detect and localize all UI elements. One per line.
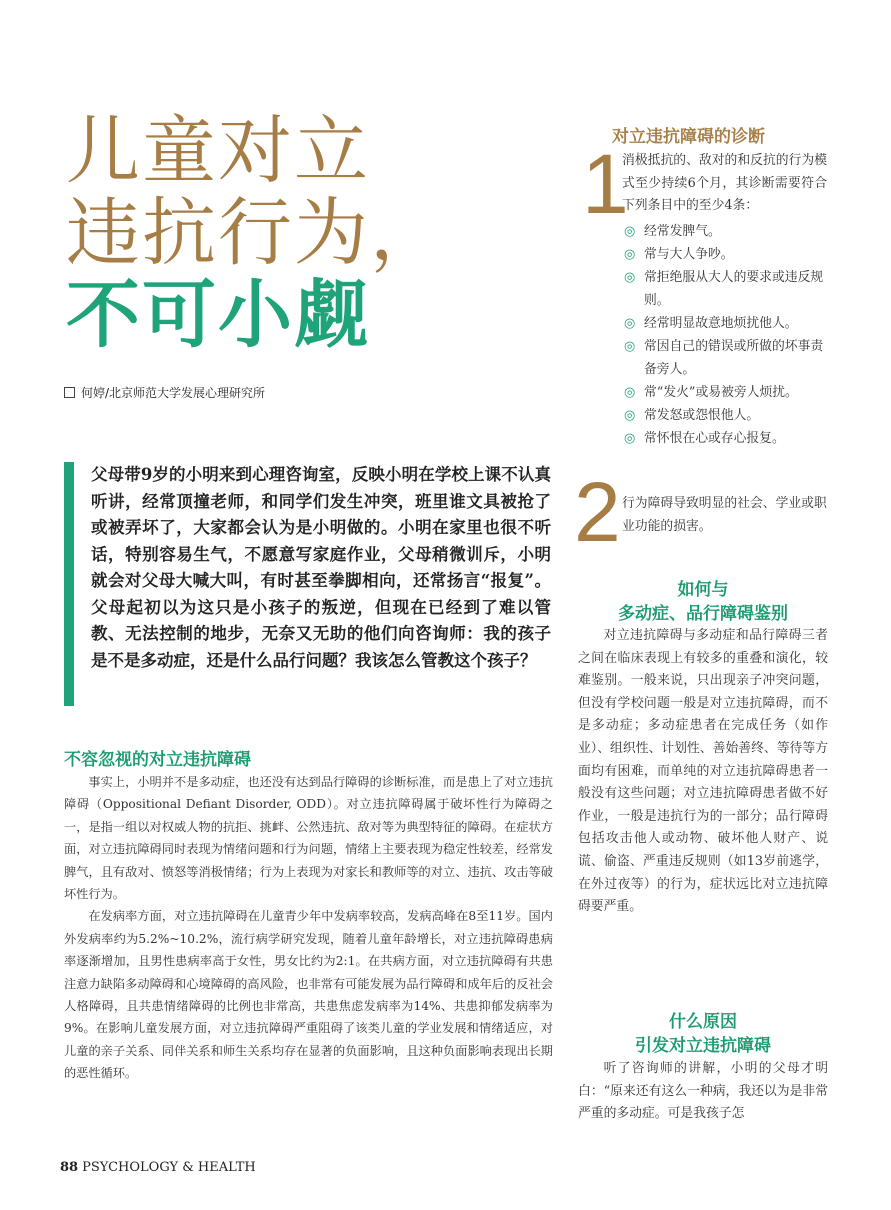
title-line-1: 儿童对立 xyxy=(66,108,370,194)
circle-bullet-icon: ◎ xyxy=(624,224,636,239)
criteria-item: ◎ 经常发脾气。 xyxy=(624,220,829,243)
author-byline xyxy=(64,384,265,401)
circle-bullet-icon: ◎ xyxy=(624,247,636,262)
left-paragraph: 事实上，小明并不是多动症，也还没有达到品行障碍的诊断标准，而是患上了对立违抗障碍（Oppositional Defiant Disorder, ODD）。对立违抗障碍属于破坏性行为障碍之一，是指一组以对权威人物的抗拒、挑衅、公然违抗、敌对等为典型特征的障碍。在症状方面，对立违抗障碍同时表现为情绪问题和行为问题，情绪上主要表现为稳定性较差，经常发脾气，且有敌对、愤怒等消极情绪；行为上表现为对家长和教师等的对立、违抗、攻击等破坏性行为。 xyxy=(64,775,553,902)
square-icon xyxy=(64,387,75,398)
criteria-item: ◎ 常与大人争吵。 xyxy=(624,243,829,266)
left-body xyxy=(64,771,553,1085)
number-2: 2 xyxy=(574,465,621,559)
diagnosis-item-1: 消极抵抗的、敌对的和反抗的行为模式至少持续6个月，其诊断需要符合下列条目中的至少4条： xyxy=(622,153,827,214)
number-1: 1 xyxy=(582,137,629,231)
left-paragraph: 在发病率方面，对立违抗障碍在儿童青少年中发病率较高，发病高峰在8至11岁。国内外发病率约为5.2%~10.2%，流行病学研究发现，随着儿童年龄增长，对立违抗障碍患病率逐渐增加，且男性患病率高于女性，男女比约为2:1。在共病方面，对立违抗障碍有共患注意力缺陷多动障碍和心境障碍的高风险，也非常有可能发展为品行障碍和成年后的反社会人格障碍，且共患情绪障碍的比例也非常高，共患焦虑发病率为14%、共患抑郁发病率为9%。在影响儿童发展方面，对立违抗障碍严重阻碍了该类儿童的学业发展和情绪适应，对儿童的亲子关系、同伴关系和师生关系均存在显著的负面影响，且这种负面影响表现出长期的恶性循环。 xyxy=(64,909,553,1081)
criteria-item: ◎ 常怀恨在心或存心报复。 xyxy=(624,427,829,450)
page-number: 88 xyxy=(60,1160,79,1175)
criteria-list xyxy=(624,220,829,450)
circle-bullet-icon: ◎ xyxy=(624,385,636,400)
magazine-name: PSYCHOLOGY & HEALTH xyxy=(82,1160,256,1175)
page-footer xyxy=(60,1160,256,1175)
identify-heading: 如何与 多动症、品行障碍鉴别 xyxy=(618,580,788,624)
intro-text: 父母带9岁的小明来到心理咨询室，反映小明在学校上课不认真听讲，经常顶撞老师，和同学们发生冲突，班里谁文具被抢了或被弄坏了，大家都会认为是小明做的。小明在家里也很不听话，特别容易生气，不愿意写家庭作业，父母稍微训斥，小明就会对父母大喊大叫，有时甚至拳脚相向，还常扬言“报复”。父母起初以为这只是小孩子的叛逆，但现在已经到了难以管教、无法控制的地步，无奈又无助的他们向咨询师：我的孩子是不是多动症，还是什么品行问题？我该怎么管教这个孩子？ xyxy=(91,465,551,670)
cause-text: 听了咨询师的讲解，小明的父母才明白：“原来还有这么一种病，我还以为是非常严重的多动症。可是我孩子怎 xyxy=(578,1061,828,1122)
intro-block xyxy=(64,462,551,706)
identify-text: 对立违抗障碍与多动症和品行障碍三者之间在临床表现上有较多的重叠和演化，较难鉴别。一般来说，只出现亲子冲突问题，但没有学校问题一般是对立违抗障碍，而不是多动症；多动症患者在完成任务（如作业）、组织性、计划性、善始善终、等待等方面均有困难，而单纯的对立违抗障碍患者一般没有这些问题；对立违抗障碍患者做不好作业，一般是违抗行为的一部分；品行障碍包括攻击他人或动物、破坏他人财产、说谎、偷盗、严重违反规则（如13岁前逃学，在外过夜等）的行为，症状远比对立违抗障碍要严重。 xyxy=(578,628,828,915)
diagnosis-item-2: 行为障碍导致明显的社会、学业或职业功能的损害。 xyxy=(622,496,827,534)
circle-bullet-icon: ◎ xyxy=(624,431,636,446)
author-text: 何婷/北京师范大学发展心理研究所 xyxy=(81,386,266,400)
left-section-heading: 不容忽视的对立违抗障碍 xyxy=(64,750,251,770)
criteria-item: ◎ 常因自己的错误或所做的坏事责备旁人。 xyxy=(624,335,829,381)
criteria-item: ◎ 常发怒或怨恨他人。 xyxy=(624,404,829,427)
title-line-3: 不可小觑 xyxy=(66,272,370,358)
circle-bullet-icon: ◎ xyxy=(624,339,636,354)
circle-bullet-icon: ◎ xyxy=(624,316,636,331)
criteria-item: ◎ 常“发火”或易被旁人烦扰。 xyxy=(624,381,829,404)
diagnosis-heading: 对立违抗障碍的诊断 xyxy=(612,127,765,147)
circle-bullet-icon: ◎ xyxy=(624,270,636,285)
criteria-item: ◎ 经常明显故意地烦扰他人。 xyxy=(624,312,829,335)
circle-bullet-icon: ◎ xyxy=(624,408,636,423)
cause-heading: 什么原因 引发对立违抗障碍 xyxy=(635,1012,771,1056)
title-line-2: 违抗行为， xyxy=(66,190,446,276)
criteria-item: ◎ 常拒绝服从大人的要求或违反规则。 xyxy=(624,266,829,312)
article-title xyxy=(66,110,506,356)
